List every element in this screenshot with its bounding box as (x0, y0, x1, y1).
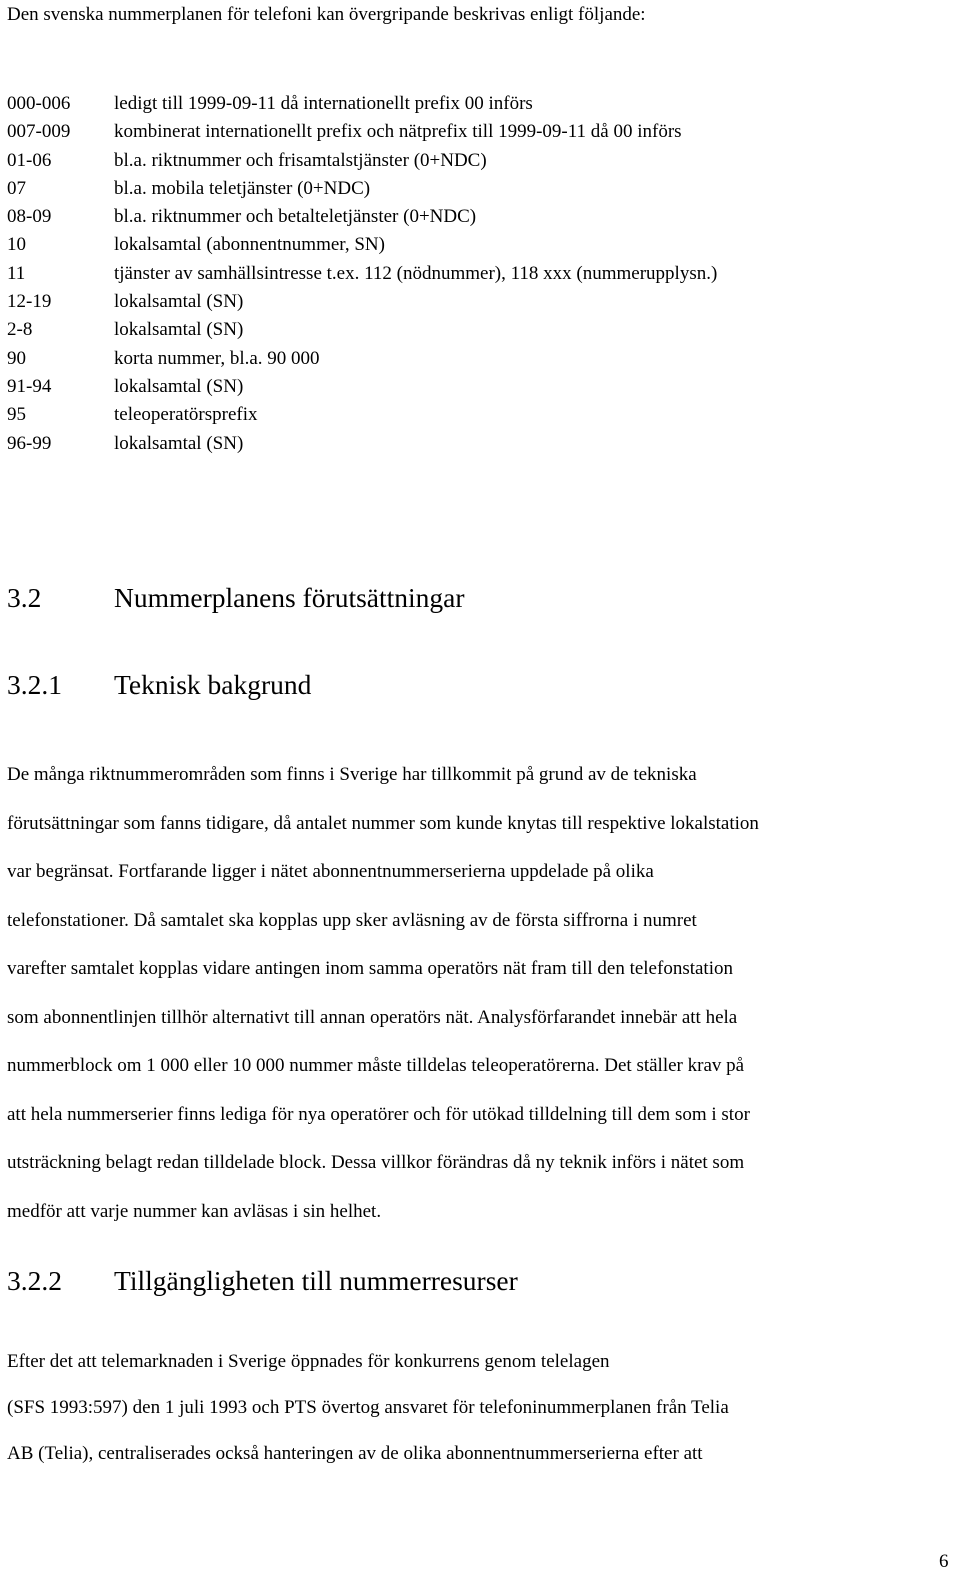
range-row (7, 150, 717, 178)
range-code: 08-09 (7, 206, 52, 228)
paragraph-line: som abonnentlinjen tillhör alternativt till annan operatörs nät. Analysförfarandet innebär att hela (7, 1006, 738, 1028)
range-row (7, 348, 717, 376)
paragraph-line: att hela nummerserier finns lediga för nya operatörer och för utökad tilldelning till dem som i stor (7, 1103, 750, 1125)
range-description: lokalsamtal (abonnentnummer, SN) (114, 234, 385, 256)
range-description: bl.a. riktnummer och betalteletjänster (0+NDC) (114, 206, 477, 228)
section-title: Nummerplanens förutsättningar (114, 582, 465, 613)
paragraph-line: nummerblock om 1 000 eller 10 000 nummer måste tilldelas teleoperatörerna. Det ställer krav på (7, 1055, 745, 1076)
range-row (7, 291, 717, 319)
range-code: 95 (7, 404, 26, 426)
range-code: 96-99 (7, 432, 52, 454)
range-row (7, 376, 717, 404)
range-code: 007-009 (7, 121, 71, 143)
section-title: Teknisk bakgrund (114, 669, 312, 700)
range-description: bl.a. mobila teletjänster (0+NDC) (114, 177, 371, 199)
range-row (7, 178, 717, 206)
paragraph-line: utsträckning belagt redan tilldelade block. Dessa villkor förändras då ny teknik införs i nätet som (7, 1152, 745, 1173)
paragraph-line: varefter samtalet kopplas vidare antingen inom samma operatörs nät fram till den telefonstation (7, 958, 733, 979)
range-code: 2-8 (7, 319, 33, 341)
paragraph-line: telefonstationer. Då samtalet ska kopplas upp sker avläsning av de första siffrorna i numret (7, 909, 697, 931)
range-description: kombinerat internationellt prefix och nätprefix till 1999-09-11 då 00 införs (114, 121, 682, 143)
paragraph-line: Efter det att telemarknaden i Sverige öppnades för konkurrens genom telelagen (7, 1351, 610, 1372)
paragraph-line: förutsättningar som fanns tidigare, då antalet nummer som kunde knytas till respektive lokalstation (7, 812, 759, 834)
range-code: 91-94 (7, 375, 52, 397)
section-title: Tillgängligheten till nummerresurser (114, 1265, 518, 1296)
section-number: 3.2.2 (7, 1265, 62, 1296)
range-description: tjänster av samhällsintresse t.ex. 112 (nödnummer), 118 xxx (nummerupplysn.) (114, 262, 718, 284)
range-description: korta nummer, bl.a. 90 000 (114, 347, 320, 369)
paragraph-line: var begränsat. Fortfarande ligger i nätet abonnentnummerserierna uppdelade på olika (7, 861, 654, 882)
range-code: 000-006 (7, 93, 71, 114)
range-code: 11 (7, 262, 26, 284)
range-description: teleoperatörsprefix (114, 404, 258, 426)
range-description: lokalsamtal (SN) (114, 375, 244, 397)
range-row (7, 206, 717, 234)
paragraph-tillganglighet (7, 1339, 729, 1477)
range-row (7, 263, 717, 291)
intro-text: Den svenska nummerplanen för telefoni kan övergripande beskrivas enligt följande: (7, 4, 646, 25)
range-code: 90 (7, 347, 26, 369)
range-row (7, 121, 717, 149)
section-heading-3-2-1 (7, 669, 311, 701)
range-code: 01-06 (7, 149, 52, 171)
paragraph-line: medför att varje nummer kan avläsas i sin helhet. (7, 1200, 382, 1222)
section-number: 3.2.1 (7, 669, 62, 700)
range-description: ledigt till 1999-09-11 då internationellt prefix 00 införs (114, 93, 533, 114)
range-row (7, 319, 717, 347)
paragraph-line: De många riktnummerområden som finns i Sverige har tillkommit på grund av de tekniska (7, 764, 697, 785)
range-row (7, 433, 717, 461)
range-code: 07 (7, 177, 26, 199)
paragraph-line: (SFS 1993:597) den 1 juli 1993 och PTS övertog ansvaret för telefoninummerplanen från Telia (7, 1397, 729, 1418)
range-description: lokalsamtal (SN) (114, 319, 244, 341)
page-number: 6 (939, 1551, 949, 1572)
range-row (7, 234, 717, 262)
range-description: lokalsamtal (SN) (114, 432, 244, 454)
paragraph-line: AB (Telia), centraliserades också hanteringen av de olika abonnentnummerserierna efter att (7, 1443, 703, 1464)
range-code: 12-19 (7, 291, 52, 313)
section-heading-3-2-2 (7, 1265, 518, 1297)
paragraph-teknisk-bakgrund (7, 751, 759, 1236)
section-heading-3-2 (7, 582, 465, 614)
range-row (7, 404, 717, 432)
number-range-list (7, 93, 717, 461)
range-description: lokalsamtal (SN) (114, 291, 244, 313)
range-row (7, 93, 717, 121)
range-code: 10 (7, 234, 26, 256)
range-description: bl.a. riktnummer och frisamtalstjänster (0+NDC) (114, 149, 487, 171)
section-number: 3.2 (7, 582, 42, 613)
